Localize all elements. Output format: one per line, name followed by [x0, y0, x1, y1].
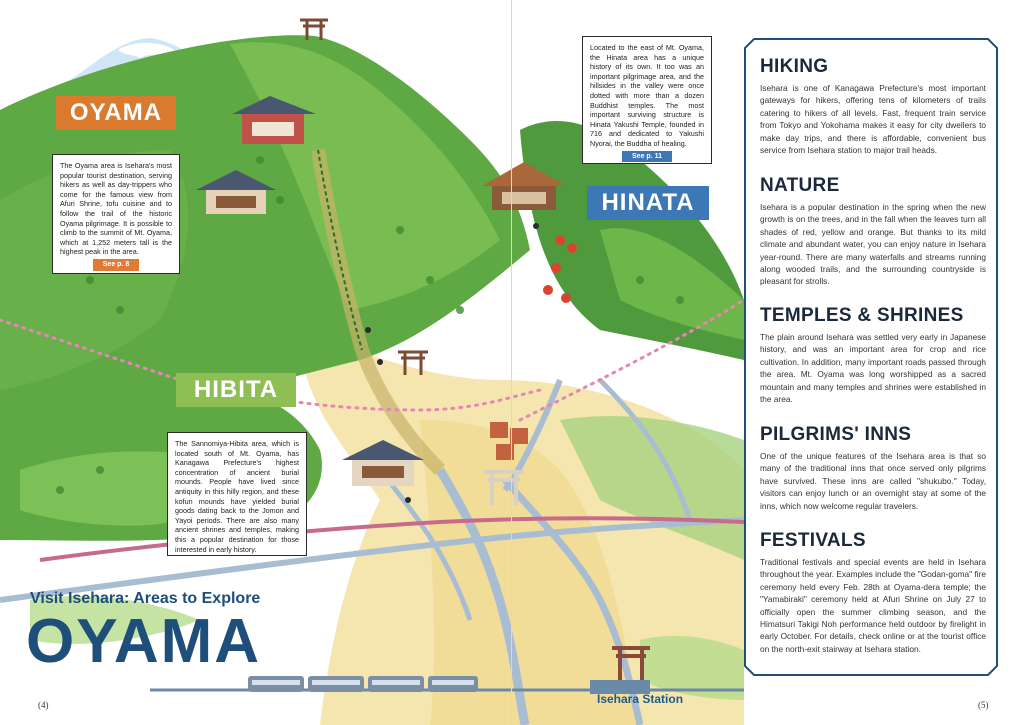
section-hiking — [760, 56, 986, 156]
title-main: OYAMA — [26, 607, 262, 676]
see-page-hinata: See p. 11 — [622, 151, 672, 163]
section-body: The plain around Isehara was settled very early in Japanese history, and was an important area for crop and rice cultivation. In addition, many important roads passed through the area. Mt. Oyama was long worshipped as a sacred mountain and many temples and shrines were established in the area. — [760, 332, 986, 405]
section-body: Isehara is a popular destination in the spring when the new growth is on the trees, and in the fall when the leaves turn all shades of red, yellow and orange. But thanks to its mild climate and abundant water, you can enjoy nature in Isehara year-round. There are many waterfalls and streams running along wooded trails, and the surrounding countryside is pleasant for strolls. — [760, 202, 986, 287]
section-heading: PILGRIMS' INNS — [760, 424, 912, 445]
area-label-oyama: OYAMA — [56, 96, 176, 130]
section-body: Isehara is one of Kanagawa Prefecture's most important gateways for hikers, offering tens of kilometers of trails catering to hikers of all levels. Fast, frequent train service from Tokyo and Yokohama makes it easy for city dwellers to make day trips, and there is affordable, convenient bus service from Isehara station to major trail heads. — [760, 83, 986, 156]
callout-oyama — [52, 154, 180, 274]
section-heading: TEMPLES & SHRINES — [760, 305, 964, 326]
callout-hinata-text: Located to the east of Mt. Oyama, the Hinata area has a unique history of its own. It too was an important pilgrimage area, and the hillsides in the valley were once dotted with more than a dozen Buddhist temples. The most important surviving structure is Hinata Yakushi Temple, founded in 716 and dedicated to Yakushi Nyorai, the Buddha of healing. — [590, 43, 704, 148]
section-temples-shrines — [760, 305, 986, 405]
callout-hibita-text: The Sannomiya-Hibita area, which is located south of Mt. Oyama, has Kanagawa Prefecture's highest concentration of ancient burial mounds. People have lived since antiquity in this hilly region, and these kofun mounds have yielded burial goods dating back to the Jomon and Yayoi periods. There are also many ancient shrines and temples, making this a popular destination for those interested in early history. — [175, 439, 299, 554]
area-label-hibita: HIBITA — [176, 373, 296, 407]
train — [248, 676, 478, 692]
page-number-left: (4) — [38, 700, 49, 710]
title-subtitle: Visit Isehara: Areas to Explore — [30, 590, 261, 607]
page-number-right: (5) — [978, 700, 989, 710]
callout-hibita — [167, 432, 307, 556]
area-label-hinata: HINATA — [587, 186, 709, 220]
section-heading: FESTIVALS — [760, 530, 866, 551]
section-festivals — [760, 530, 986, 655]
section-nature — [760, 175, 986, 288]
section-body: Traditional festivals and special events are held in Isehara throughout the year. Examples include the "Godan-goma" fire ceremony held every Feb. 28th at Oyama-dera temple; the "Yamabiraki" ceremony held at Afuri Shrine on July 27 to officially open the summer climbing season, and the Himatsuri Takigi Noh performance held outdoor by firelight in early October. For details, check online or at the tourist office on the north-exit stairway at Isehara station. — [760, 557, 986, 654]
callout-oyama-text: The Oyama area is Isehara's most popular tourist destination, serving hikers as well as day-trippers who come for the famous view from Afuri Shrine, tofu cuisine and to follow the trail of the historic Oyama pilgrimage. It is possible to climb to the summit of Mt. Oyama, which at 1,252 meters tall is the highest peak in the area. — [60, 161, 172, 257]
see-page-oyama: See p. 8 — [93, 259, 139, 271]
callout-hinata — [582, 36, 712, 164]
section-body: One of the unique features of the Isehara area is that so many of the traditional inns that once served only pilgrims have survived. These inns are called "shukubo." Today, visitors can enjoy lunch or an overnight stay at some of the inns, which now welcome regular travelers. — [760, 451, 986, 511]
section-heading: NATURE — [760, 175, 840, 196]
station-label: Isehara Station — [597, 692, 684, 706]
page-gutter — [511, 0, 512, 725]
section-pilgrims-inns — [760, 424, 986, 512]
section-heading: HIKING — [760, 56, 829, 77]
